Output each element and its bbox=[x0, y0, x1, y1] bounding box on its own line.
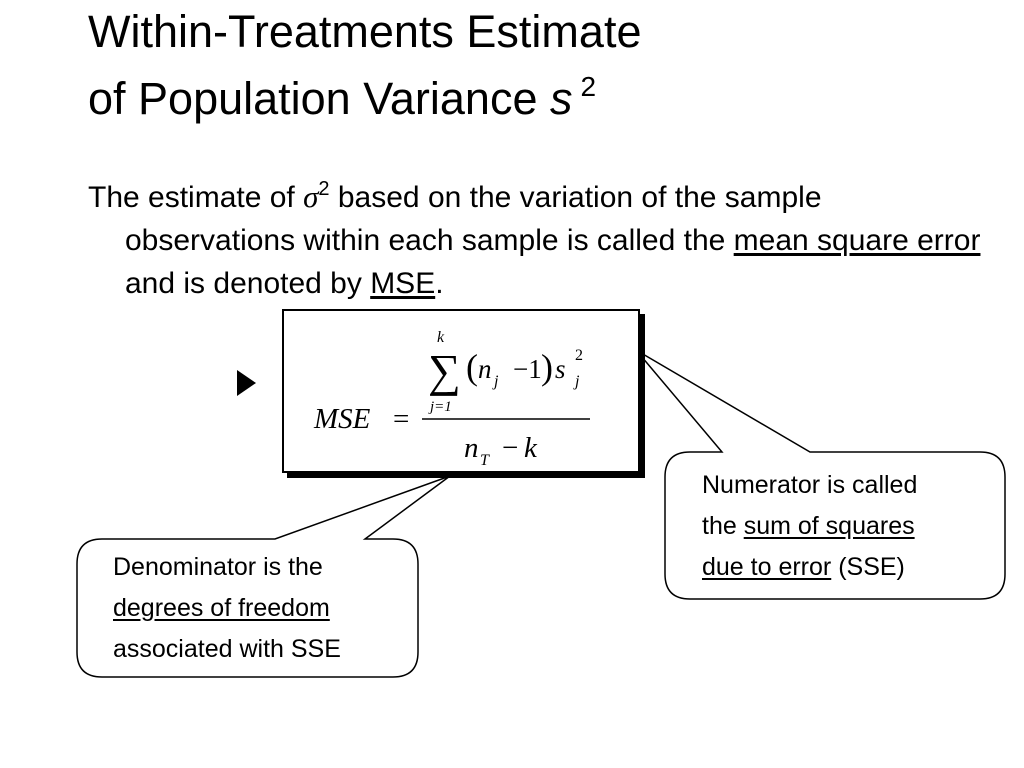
formula-s: s bbox=[555, 354, 566, 384]
denominator-callout-text bbox=[113, 547, 341, 670]
formula-minus-one: −1 bbox=[513, 354, 542, 384]
numerator-line-1: Numerator is called bbox=[702, 471, 918, 499]
formula-s-exp: 2 bbox=[575, 347, 583, 364]
formula-sigma-sum: ∑ bbox=[428, 345, 461, 396]
formula-lhs: MSE bbox=[314, 403, 371, 435]
sigma-exponent: 2 bbox=[318, 178, 330, 200]
formula-paren-open: ( bbox=[466, 347, 478, 387]
definition-text-2: based on the variation of the sample observations within each sample is called the bbox=[125, 181, 822, 257]
formula-sum-upper: k bbox=[437, 329, 445, 346]
term-sum-of-squares: sum of squares bbox=[743, 512, 915, 540]
formula-sum-lower: j=1 bbox=[430, 399, 452, 415]
definition-text-3: and is denoted by bbox=[125, 267, 371, 300]
term-mse: MSE bbox=[370, 267, 436, 300]
definition-text-1: The estimate of bbox=[88, 181, 304, 214]
title-symbol: s bbox=[550, 73, 573, 124]
sigma-symbol: σ bbox=[303, 179, 319, 214]
title-line-2: of Population Variance bbox=[88, 73, 538, 124]
term-due-to-error: due to error bbox=[702, 553, 832, 581]
numerator-line-2-prefix: the bbox=[702, 512, 744, 540]
formula-k: k bbox=[524, 432, 537, 464]
formula-paren-close: ) bbox=[541, 347, 553, 387]
numerator-line-3-suffix: (SSE) bbox=[831, 553, 905, 581]
formula-equals: = bbox=[393, 403, 410, 435]
formula-s-sub: j bbox=[575, 373, 580, 390]
formula-n: n bbox=[478, 354, 492, 384]
numerator-callout-text bbox=[702, 465, 917, 588]
mse-formula-box bbox=[282, 309, 640, 473]
definition-text-4: . bbox=[435, 267, 444, 300]
term-mean-square-error: mean square error bbox=[733, 224, 981, 257]
title-line-1: Within-Treatments Estimate bbox=[88, 6, 642, 57]
formula-nt: n bbox=[464, 432, 479, 464]
mse-formula bbox=[284, 311, 638, 471]
term-degrees-of-freedom: degrees of freedom bbox=[113, 594, 330, 622]
formula-j-sub: j bbox=[494, 373, 499, 390]
formula-minus: − bbox=[502, 432, 519, 464]
title-exponent: 2 bbox=[580, 71, 597, 102]
denominator-line-1: Denominator is the bbox=[113, 553, 323, 581]
denominator-line-3: associated with SSE bbox=[113, 635, 341, 663]
formula-t-sub: T bbox=[480, 452, 489, 469]
